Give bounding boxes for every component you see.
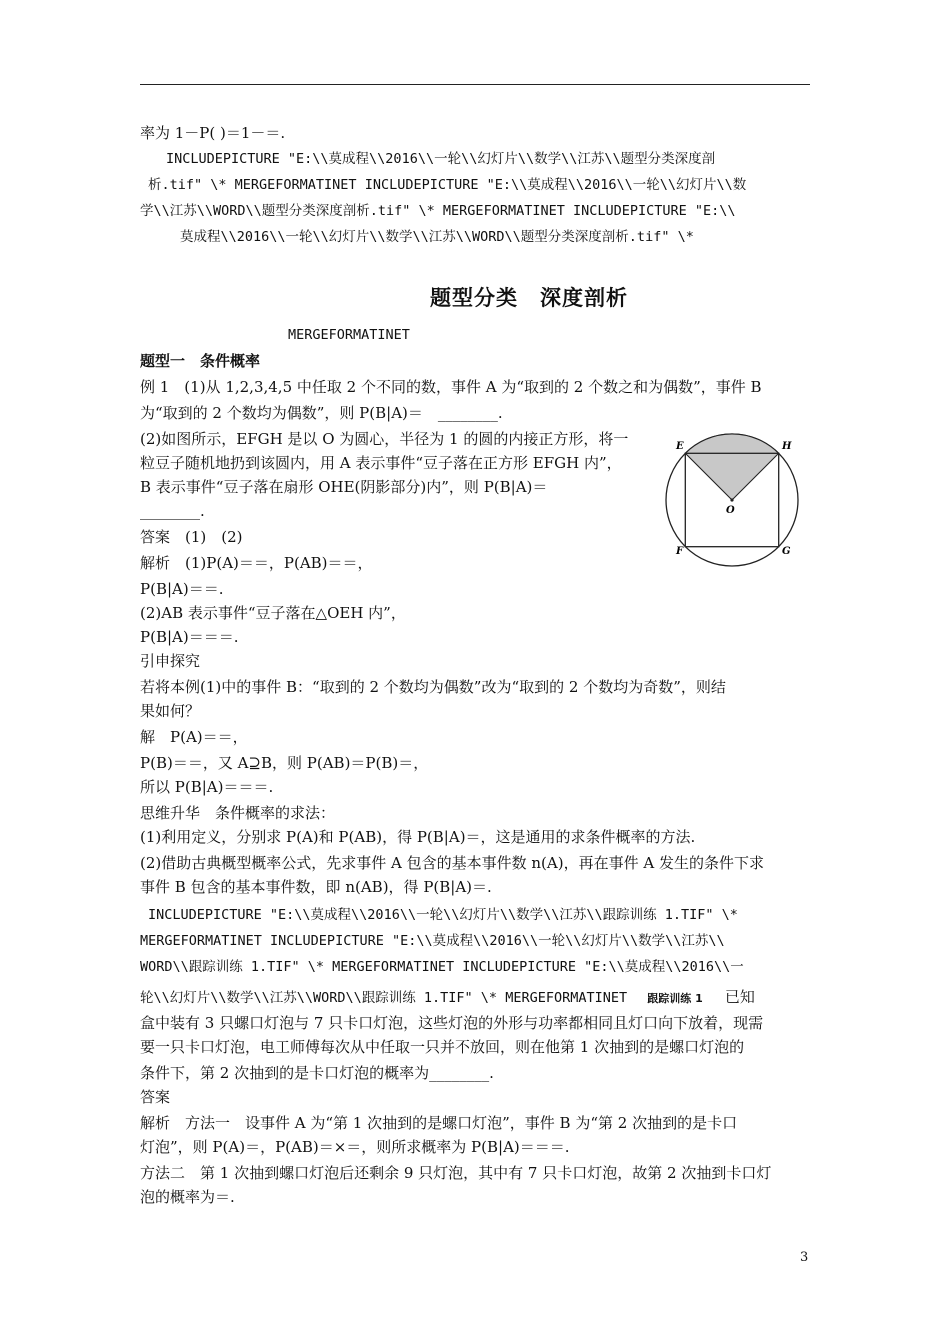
shaded-sector — [685, 434, 778, 500]
summary-title: 思维升华 条件概率的求法： — [140, 804, 336, 822]
example-text: 粒豆子随机地扔到该圆内，用 A 表示事件“豆子落在正方形 EFGH 内”， — [140, 454, 622, 472]
header-rule — [140, 84, 810, 85]
label-o: O — [726, 505, 735, 516]
solution-line: P(B|A)＝＝＝. — [140, 628, 239, 646]
label-g: G — [782, 546, 791, 557]
exercise-line: 条件下，第 2 次抽到的是卡口灯泡的概率为________. — [140, 1064, 494, 1082]
center-point — [730, 498, 733, 501]
answer-line: 答案 — [140, 1088, 171, 1106]
include-field-line: 学\\江苏\\WORD\\题型分类深度剖析.tif" \* MERGEFORMATINET INCLUDEPICTURE "E:\\ — [140, 203, 736, 219]
include-field-line: INCLUDEPICTURE "E:\\莫成程\\2016\\一轮\\幻灯片\\数学\\江苏\\题型分类深度剖 — [166, 151, 716, 167]
circle-square-figure — [662, 430, 802, 570]
example-text: ________. — [140, 502, 205, 520]
extension-line: P(B)＝＝，又 A⊇B，则 P(AB)＝P(B)＝， — [140, 754, 429, 772]
extension-line: 解 P(A)＝＝， — [140, 728, 248, 746]
solution-line: 泡的概率为＝. — [140, 1188, 235, 1206]
include-field-line — [140, 984, 755, 1012]
include-field-line: MERGEFORMATINET INCLUDEPICTURE "E:\\莫成程\\2016\\一轮\\幻灯片\\数学\\江苏\\ — [140, 933, 725, 949]
text-fragment: 已知 — [724, 988, 755, 1006]
exercise-line: 要一只卡口灯泡，电工师傅每次从中任取一只并不放回，则在他第 1 次抽到的是螺口灯泡的 — [140, 1038, 745, 1056]
solution-line: (2)AB 表示事件“豆子落在△OEH 内”， — [140, 604, 406, 622]
label-e: E — [676, 441, 684, 452]
summary-line: (2)借助古典概型概率公式，先求事件 A 包含的基本事件数 n(A)，再在事件 A 发生的条件下求 — [140, 854, 764, 872]
label-f: F — [676, 546, 684, 557]
include-field-line: 析.tif" \* MERGEFORMATINET INCLUDEPICTURE "E:\\莫成程\\2016\\一轮\\幻灯片\\数 — [148, 177, 747, 193]
solution-line: 方法二 第 1 次抽到螺口灯泡后还剩余 9 只灯泡，其中有 7 只卡口灯泡，故第 2 次抽到卡口灯 — [140, 1164, 772, 1182]
label-h: H — [782, 441, 792, 452]
include-field-line: INCLUDEPICTURE "E:\\莫成程\\2016\\一轮\\幻灯片\\数学\\江苏\\跟踪训练 1.TIF" \* — [148, 907, 738, 923]
include-field-line: 莫成程\\2016\\一轮\\幻灯片\\数学\\江苏\\WORD\\题型分类深度剖析.tif" \* — [180, 229, 694, 245]
example-text: B 表示事件“豆子落在扇形 OHE(阴影部分)内”，则 P(B|A)＝ — [140, 478, 548, 496]
include-field-line: WORD\\跟踪训练 1.TIF" \* MERGEFORMATINET INCLUDEPICTURE "E:\\莫成程\\2016\\一 — [140, 959, 744, 975]
solution-line: 解析 方法一 设事件 A 为“第 1 次抽到的是螺口灯泡”，事件 B 为“第 2 次抽到的是卡口 — [140, 1114, 738, 1132]
include-field-line: MERGEFORMATINET — [288, 327, 410, 343]
summary-line: (1)利用定义，分别求 P(A)和 P(AB)，得 P(B|A)＝，这是通用的求条件概率的方法. — [140, 828, 696, 846]
example-text: 例 1 (1)从 1,2,3,4,5 中任取 2 个不同的数，事件 A 为“取到的 2 个数之和为偶数”，事件 B — [140, 378, 762, 396]
exercise-line: 盒中装有 3 只螺口灯泡与 7 只卡口灯泡，这些灯泡的外形与功率都相同且灯口向下放着，现需 — [140, 1014, 764, 1032]
extension-line: 所以 P(B|A)＝＝＝. — [140, 778, 274, 796]
solution-line: 解析 (1)P(A)＝＝，P(AB)＝＝， — [140, 554, 373, 572]
extension-line: 若将本例(1)中的事件 B：“取到的 2 个数均为偶数”改为“取到的 2 个数均为奇数”，则结 — [140, 678, 726, 696]
page-number: 3 — [800, 1250, 809, 1265]
section-heading: 题型分类 深度剖析 — [430, 286, 628, 310]
extension-line: 果如何？ — [140, 702, 201, 720]
solution-line: 灯泡”，则 P(A)＝，P(AB)＝×＝，则所求概率为 P(B|A)＝＝＝. — [140, 1138, 570, 1156]
example-text: (2)如图所示，EFGH 是以 O 为圆心，半径为 1 的圆的内接正方形，将一 — [140, 430, 629, 448]
text-line: 率为 1－P( )＝1－＝. — [140, 124, 286, 142]
tracking-exercise-badge: 跟踪训练 1 — [647, 992, 703, 1005]
example-text: 为“取到的 2 个数均为偶数”，则 P(B|A)＝ ________. — [140, 404, 503, 422]
answer-line: 答案 (1) (2) — [140, 528, 243, 546]
extension-title: 引申探究 — [140, 652, 201, 670]
subsection-title: 题型一 条件概率 — [140, 352, 261, 370]
include-field-text: 轮\\幻灯片\\数学\\江苏\\WORD\\跟踪训练 1.TIF" \* MERGEFORMATINET — [140, 990, 628, 1006]
solution-line: P(B|A)＝＝. — [140, 580, 224, 598]
summary-line: 事件 B 包含的基本事件数，即 n(AB)，得 P(B|A)＝. — [140, 878, 492, 896]
